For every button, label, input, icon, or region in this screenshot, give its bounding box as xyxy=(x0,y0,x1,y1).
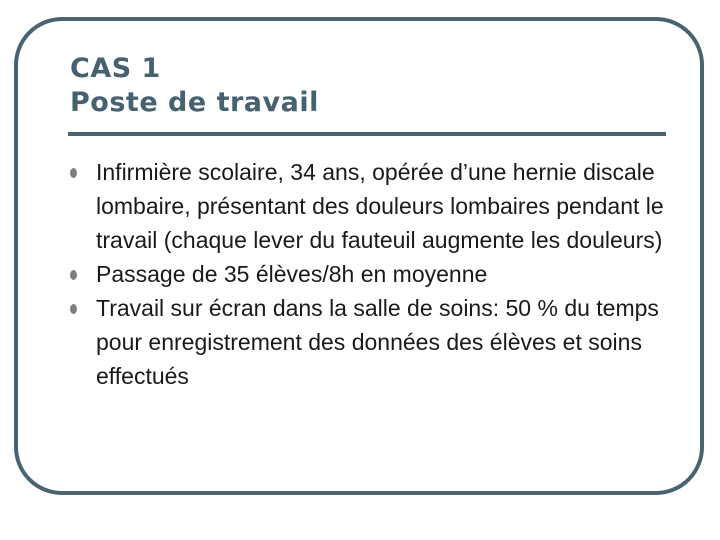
bullet-text: Infirmière scolaire, 34 ans, opérée d’une hernie discale lombaire, présentant des douleurs lombaires pendant le travail (chaque lever du fauteuil augmente les douleurs) xyxy=(96,159,664,253)
title-divider xyxy=(68,132,666,136)
bullet-item xyxy=(70,291,670,393)
slide-title xyxy=(70,52,319,120)
bullet-dot-icon xyxy=(70,168,77,178)
bullet-text: Passage de 35 élèves/8h en moyenne xyxy=(96,261,488,287)
title-line-2: Poste de travail xyxy=(70,87,319,118)
bullet-text: Travail sur écran dans la salle de soins: 50 % du temps pour enregistrement des données des élèves et soins effectués xyxy=(96,295,659,389)
title-line-1: CAS 1 xyxy=(70,53,161,84)
bullet-dot-icon xyxy=(70,304,77,314)
bullet-item xyxy=(70,257,670,291)
bullet-item xyxy=(70,155,670,257)
bullet-dot-icon xyxy=(70,270,77,280)
bullet-list xyxy=(70,155,670,393)
